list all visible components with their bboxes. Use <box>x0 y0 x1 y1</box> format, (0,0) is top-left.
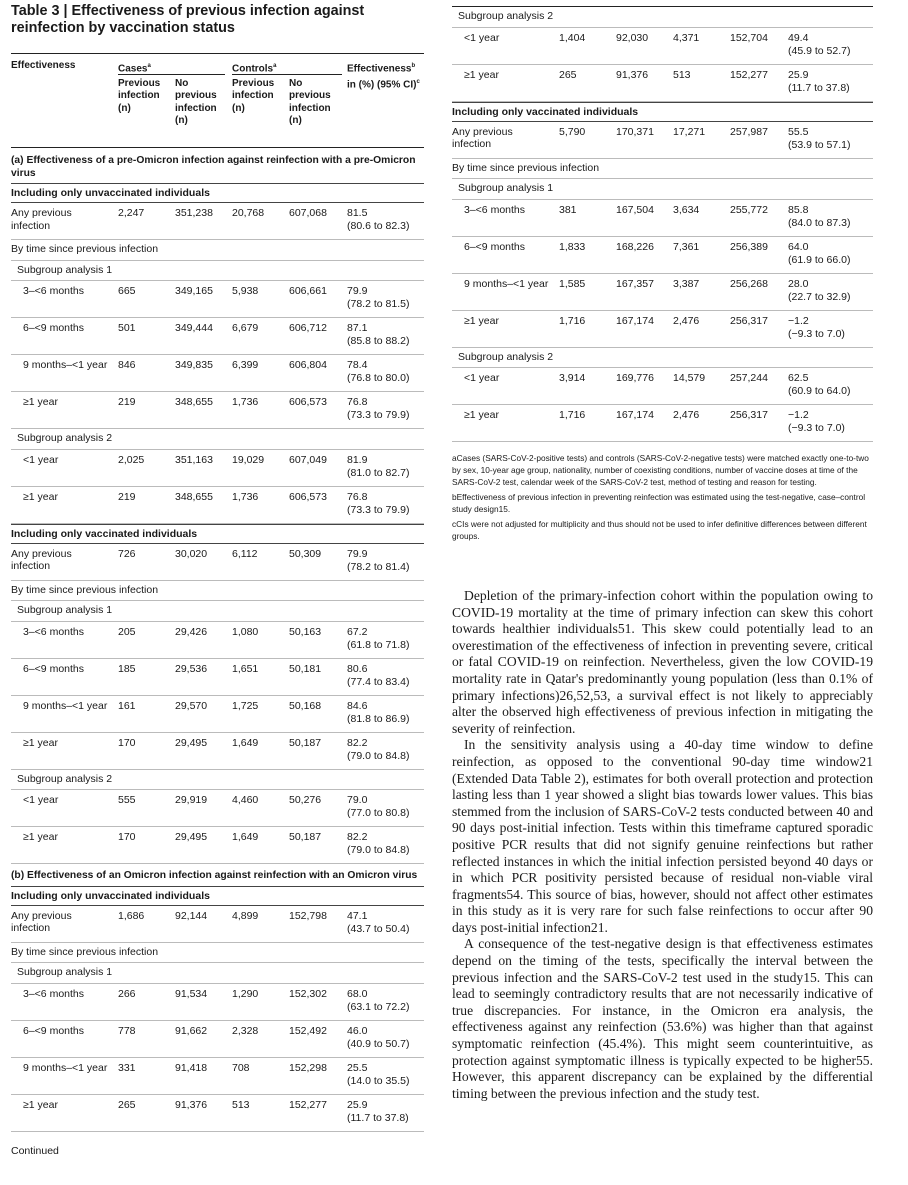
ci-cell: (60.9 to 64.0) <box>788 385 851 397</box>
effectiveness-cell: −1.2 <box>788 314 809 327</box>
effectiveness-cell: 79.9 <box>347 547 368 560</box>
row-label: ≥1 year <box>464 68 499 81</box>
ci-cell: (80.6 to 82.3) <box>347 220 410 233</box>
table-row <box>452 405 873 442</box>
table-row <box>11 281 424 318</box>
table-title: Table 3 | Effectiveness of previous infection against reinfection by vaccination status <box>11 3 365 36</box>
controls-no-previous-cell: 606,661 <box>289 285 327 298</box>
group-label: By time since previous infection <box>11 581 424 602</box>
controls-previous-cell: 6,679 <box>232 322 259 335</box>
effectiveness-cell: 80.6 <box>347 662 368 675</box>
cases-no-previous-cell: 348,655 <box>175 490 213 503</box>
cases-previous-cell: 1,686 <box>118 909 145 922</box>
cases-previous-cell: 5,790 <box>559 125 586 138</box>
category-heading: Including only unvaccinated individuals <box>11 183 424 203</box>
effectiveness-cell: 81.9 <box>347 453 368 466</box>
ci-cell: (78.2 to 81.5) <box>347 298 410 311</box>
row-label: ≥1 year <box>23 736 58 749</box>
table-row <box>11 318 424 355</box>
group-label: By time since previous infection <box>11 943 424 964</box>
controls-previous-cell: 708 <box>232 1061 250 1074</box>
cases-previous-cell: 331 <box>118 1061 136 1074</box>
controls-previous-cell: 1,080 <box>232 625 259 638</box>
header-effectiveness-pct: Effectiveness$^b$ in (%) (95% CI)$^c$ <box>347 63 420 91</box>
cases-no-previous-cell: 92,030 <box>616 31 649 44</box>
ci-cell: (79.0 to 84.8) <box>347 749 410 762</box>
row-label: 6–<9 months <box>23 1024 85 1037</box>
table-row <box>11 827 424 864</box>
cases-previous-cell: 381 <box>559 203 577 216</box>
controls-previous-cell: 1,651 <box>232 662 259 675</box>
header-controls-noprev: No previous infection (n) <box>289 78 331 127</box>
cases-previous-cell: 778 <box>118 1024 136 1037</box>
row-label: 9 months–<1 year <box>23 359 108 372</box>
cases-no-previous-cell: 167,174 <box>616 409 654 421</box>
controls-previous-cell: 3,387 <box>673 277 700 290</box>
cases-no-previous-cell: 29,919 <box>175 794 208 807</box>
controls-no-previous-cell: 257,244 <box>730 372 768 384</box>
ci-cell: (40.9 to 50.7) <box>347 1037 410 1050</box>
table-right-column <box>452 0 873 1102</box>
cases-previous-cell: 170 <box>118 736 136 749</box>
section-heading: (b) Effectiveness of an Omicron infection against reinfection with an Omicron virus <box>11 870 418 882</box>
ci-cell: (22.7 to 32.9) <box>788 290 851 303</box>
controls-no-previous-cell: 256,317 <box>730 409 768 421</box>
ci-cell: (61.9 to 66.0) <box>788 253 851 266</box>
cases-no-previous-cell: 168,226 <box>616 240 654 253</box>
controls-previous-cell: 3,634 <box>673 203 700 216</box>
table-row <box>11 544 424 581</box>
controls-previous-cell: 1,290 <box>232 987 259 1000</box>
cases-no-previous-cell: 167,504 <box>616 203 654 216</box>
controls-no-previous-cell: 256,317 <box>730 314 768 327</box>
controls-no-previous-cell: 152,277 <box>730 68 768 81</box>
controls-previous-cell: 1,725 <box>232 699 259 712</box>
table-row <box>11 984 424 1021</box>
effectiveness-cell: −1.2 <box>788 409 809 421</box>
effectiveness-cell: 67.2 <box>347 625 368 638</box>
ci-cell: (43.7 to 50.4) <box>347 922 410 935</box>
header-bottom-rule <box>11 147 424 148</box>
controls-no-previous-cell: 152,492 <box>289 1024 327 1037</box>
controls-no-previous-cell: 50,187 <box>289 831 322 844</box>
cases-no-previous-cell: 29,495 <box>175 736 208 749</box>
cases-previous-cell: 1,404 <box>559 31 586 44</box>
table-row <box>452 200 873 237</box>
cases-previous-cell: 665 <box>118 285 136 298</box>
body-text <box>452 588 873 1102</box>
effectiveness-cell: 62.5 <box>788 372 809 384</box>
controls-previous-cell: 513 <box>673 68 691 81</box>
ci-cell: (81.8 to 86.9) <box>347 712 410 725</box>
subgroup-label: Subgroup analysis 2 <box>452 7 873 28</box>
controls-previous-cell: 20,768 <box>232 207 265 220</box>
controls-previous-cell: 6,399 <box>232 359 259 372</box>
effectiveness-cell: 64.0 <box>788 240 809 253</box>
ci-cell: (79.0 to 84.8) <box>347 844 410 857</box>
cases-previous-cell: 205 <box>118 625 136 638</box>
table-row <box>11 1021 424 1058</box>
controls-previous-cell: 4,460 <box>232 794 259 807</box>
cases-no-previous-cell: 29,536 <box>175 662 208 675</box>
controls-previous-cell: 6,112 <box>232 547 258 560</box>
subgroup-label: Subgroup analysis 2 <box>452 348 873 369</box>
cases-previous-cell: 266 <box>118 987 136 1000</box>
controls-previous-cell: 19,029 <box>232 453 265 466</box>
effectiveness-cell: 47.1 <box>347 909 368 922</box>
cases-no-previous-cell: 91,418 <box>175 1061 208 1074</box>
header-controls: Controls$^a$ <box>232 63 277 75</box>
controls-no-previous-cell: 152,302 <box>289 987 327 1000</box>
cases-no-previous-cell: 167,357 <box>616 277 654 290</box>
table-row <box>452 65 873 102</box>
table-row <box>452 122 873 159</box>
subgroup-label: Subgroup analysis 1 <box>452 179 873 200</box>
row-label: 9 months–<1 year <box>464 277 549 290</box>
subgroup-label: Subgroup analysis 1 <box>11 261 424 282</box>
table-row <box>11 392 424 429</box>
row-label: 6–<9 months <box>23 322 85 335</box>
controls-no-previous-cell: 606,804 <box>289 359 327 372</box>
ci-cell: (−9.3 to 7.0) <box>788 327 845 340</box>
body-paragraph: A consequence of the test-negative design is that effectiveness estimates depend on the timing of the tests, specifically the interval between the previous infection and the SARS-CoV-2 test used in the study15. This can lead to seemingly contradictory results that are not necessarily indicative of true discrepancies. For instance, in the Omicron era analysis, the effectiveness against any reinfection (53.6%) was higher than that against symptomatic reinfection (45.4%). This might seem counterintuitive, as protection against symptomatic illness is typically expected to be higher55. However, this apparent discrepancy can be explained by the differential timing between the previous infection and the study test. <box>452 936 873 1101</box>
row-label: Any previous infection <box>11 207 72 232</box>
ci-cell: (11.7 to 37.8) <box>788 81 850 94</box>
table-left-column <box>11 0 424 1157</box>
header-cases-noprev: No previous infection (n) <box>175 78 217 127</box>
ci-cell: (14.0 to 35.5) <box>347 1074 410 1087</box>
row-label: Any previous infection <box>11 547 72 573</box>
cases-no-previous-cell: 170,371 <box>616 125 654 138</box>
table-row <box>11 487 424 524</box>
controls-no-previous-cell: 50,309 <box>289 547 322 560</box>
ci-cell: (84.0 to 87.3) <box>788 216 851 229</box>
row-label: 3–<6 months <box>23 625 85 638</box>
cases-previous-cell: 265 <box>559 68 577 81</box>
controls-previous-cell: 7,361 <box>673 240 700 253</box>
cases-no-previous-cell: 351,238 <box>175 207 213 220</box>
effectiveness-cell: 25.5 <box>347 1061 368 1074</box>
cases-previous-cell: 265 <box>118 1098 136 1111</box>
controls-no-previous-cell: 152,798 <box>289 909 327 922</box>
footnote-c: cCIs were not adjusted for multiplicity and thus should not be used to infer definitive differences between different groups. <box>452 519 867 541</box>
category-heading: Including only vaccinated individuals <box>452 102 873 122</box>
row-label: ≥1 year <box>23 831 58 844</box>
row-label: ≥1 year <box>23 396 58 409</box>
controls-no-previous-cell: 152,704 <box>730 31 768 44</box>
controls-no-previous-cell: 256,389 <box>730 240 768 253</box>
cases-previous-cell: 3,914 <box>559 372 586 384</box>
header-cases-prev: Previous infection (n) <box>118 78 161 114</box>
cases-no-previous-cell: 91,376 <box>175 1098 208 1111</box>
cases-previous-cell: 1,585 <box>559 277 586 290</box>
table-row <box>11 355 424 392</box>
subgroup-label: Subgroup analysis 2 <box>11 429 424 450</box>
effectiveness-cell: 55.5 <box>788 125 809 138</box>
controls-previous-cell: 4,899 <box>232 909 259 922</box>
cases-previous-cell: 161 <box>118 699 136 712</box>
effectiveness-cell: 25.9 <box>788 68 809 81</box>
table-footnotes <box>452 452 873 542</box>
ci-cell: (81.0 to 82.7) <box>347 466 410 479</box>
subgroup-label: Subgroup analysis 2 <box>11 770 424 791</box>
table-row <box>11 733 424 770</box>
cases-previous-cell: 1,833 <box>559 240 586 253</box>
effectiveness-cell: 87.1 <box>347 322 368 335</box>
cases-no-previous-cell: 349,835 <box>175 359 213 372</box>
continued-label: Continued <box>11 1144 59 1157</box>
cases-no-previous-cell: 349,165 <box>175 285 213 298</box>
ci-cell: (63.1 to 72.2) <box>347 1000 410 1013</box>
controls-no-previous-cell: 50,168 <box>289 699 322 712</box>
effectiveness-cell: 46.0 <box>347 1024 368 1037</box>
table-left-body <box>11 155 424 1132</box>
cases-no-previous-cell: 348,655 <box>175 396 213 409</box>
group-label: By time since previous infection <box>11 240 424 261</box>
row-label: Any previous infection <box>452 125 513 150</box>
controls-previous-cell: 14,579 <box>673 372 706 384</box>
controls-no-previous-cell: 606,573 <box>289 490 327 503</box>
cases-previous-cell: 170 <box>118 831 136 844</box>
controls-no-previous-cell: 50,276 <box>289 794 322 807</box>
row-label: ≥1 year <box>23 1098 58 1111</box>
table-row <box>11 622 424 659</box>
header-controls-rule <box>232 74 342 75</box>
controls-no-previous-cell: 607,068 <box>289 207 327 220</box>
cases-no-previous-cell: 29,495 <box>175 831 208 844</box>
row-label: Any previous infection <box>11 909 72 935</box>
row-label: <1 year <box>23 453 59 466</box>
table-row <box>11 1095 424 1132</box>
effectiveness-cell: 82.2 <box>347 736 368 749</box>
subgroup-label: Subgroup analysis 1 <box>11 963 424 984</box>
cases-previous-cell: 1,716 <box>559 314 586 327</box>
table-row <box>452 28 873 65</box>
cases-no-previous-cell: 30,020 <box>175 547 208 560</box>
effectiveness-cell: 49.4 <box>788 31 809 44</box>
table-row <box>452 368 873 405</box>
cases-no-previous-cell: 91,376 <box>616 68 649 81</box>
row-label: ≥1 year <box>464 409 499 421</box>
table-right-body <box>452 7 873 442</box>
cases-previous-cell: 1,716 <box>559 409 586 421</box>
cases-previous-cell: 2,025 <box>118 453 145 466</box>
table-row <box>452 274 873 311</box>
row-label: 3–<6 months <box>464 203 526 216</box>
cases-no-previous-cell: 29,570 <box>175 699 208 712</box>
cases-previous-cell: 219 <box>118 490 136 503</box>
cases-no-previous-cell: 92,144 <box>175 909 208 922</box>
ci-cell: (85.8 to 88.2) <box>347 335 410 348</box>
row-label: 9 months–<1 year <box>23 699 108 712</box>
row-label: ≥1 year <box>23 490 58 503</box>
ci-cell: (45.9 to 52.7) <box>788 44 851 57</box>
table-row <box>11 203 424 240</box>
effectiveness-cell: 76.8 <box>347 396 368 409</box>
effectiveness-cell: 78.4 <box>347 359 368 372</box>
table-row <box>11 450 424 487</box>
controls-previous-cell: 17,271 <box>673 125 706 138</box>
row-label: <1 year <box>23 794 59 807</box>
table-header <box>11 53 424 149</box>
controls-previous-cell: 2,328 <box>232 1024 259 1037</box>
controls-no-previous-cell: 255,772 <box>730 203 768 216</box>
controls-no-previous-cell: 50,163 <box>289 625 322 638</box>
controls-no-previous-cell: 607,049 <box>289 453 327 466</box>
cases-no-previous-cell: 29,426 <box>175 625 208 638</box>
table-row <box>11 906 424 943</box>
cases-previous-cell: 2,247 <box>118 207 145 220</box>
ci-cell: (73.3 to 79.9) <box>347 503 410 516</box>
header-cases: Cases$^a$ <box>118 63 151 75</box>
row-label: <1 year <box>464 372 500 384</box>
cases-no-previous-cell: 167,174 <box>616 314 654 327</box>
category-heading: Including only vaccinated individuals <box>11 524 424 544</box>
row-label: 9 months–<1 year <box>23 1061 108 1074</box>
cases-no-previous-cell: 91,662 <box>175 1024 208 1037</box>
controls-previous-cell: 1,649 <box>232 736 259 749</box>
header-controls-prev: Previous infection (n) <box>232 78 275 114</box>
row-label: 6–<9 months <box>464 240 526 253</box>
controls-previous-cell: 1,736 <box>232 490 259 503</box>
controls-no-previous-cell: 606,712 <box>289 322 327 335</box>
ci-cell: (53.9 to 57.1) <box>788 138 851 151</box>
row-label: 3–<6 months <box>23 285 85 298</box>
ci-cell: (77.0 to 80.8) <box>347 807 410 820</box>
ci-cell: (76.8 to 80.0) <box>347 372 410 385</box>
table-row <box>11 696 424 733</box>
row-label: ≥1 year <box>464 314 499 327</box>
effectiveness-cell: 81.5 <box>347 207 368 220</box>
ci-cell: (61.8 to 71.8) <box>347 638 410 651</box>
cases-previous-cell: 846 <box>118 359 136 372</box>
controls-no-previous-cell: 152,277 <box>289 1098 327 1111</box>
effectiveness-cell: 84.6 <box>347 699 368 712</box>
footnote-b: bEffectiveness of previous infection in preventing reinfection was estimated using the test-negative, case–control study design15. <box>452 492 866 514</box>
category-heading: Including only unvaccinated individuals <box>11 886 424 906</box>
table-row <box>11 1058 424 1095</box>
controls-no-previous-cell: 50,181 <box>289 662 322 675</box>
controls-previous-cell: 1,649 <box>232 831 259 844</box>
effectiveness-cell: 82.2 <box>347 831 368 844</box>
ci-cell: (77.4 to 83.4) <box>347 675 410 688</box>
effectiveness-cell: 79.0 <box>347 794 368 807</box>
subgroup-label: Subgroup analysis 1 <box>11 601 424 622</box>
table-row <box>11 659 424 696</box>
cases-previous-cell: 501 <box>118 322 136 335</box>
cases-previous-cell: 219 <box>118 396 136 409</box>
table-row <box>452 311 873 348</box>
controls-no-previous-cell: 257,987 <box>730 125 768 138</box>
effectiveness-cell: 76.8 <box>347 490 368 503</box>
header-effectiveness: Effectiveness <box>11 60 76 71</box>
footnote-a: aCases (SARS-CoV-2-positive tests) and controls (SARS-CoV-2-negative tests) were matched exactly one-to-two by sex, 10-year age group, nationality, number of coexisting conditions, number of vaccine doses at time of the SARS-CoV-2 test, calendar week of the SARS-CoV-2 test, method of testing and reason for testing. <box>452 453 869 487</box>
effectiveness-cell: 28.0 <box>788 277 809 290</box>
cases-no-previous-cell: 91,534 <box>175 987 208 1000</box>
controls-no-previous-cell: 256,268 <box>730 277 768 290</box>
cases-previous-cell: 726 <box>118 547 136 560</box>
ci-cell: (78.2 to 81.4) <box>347 560 410 573</box>
cases-no-previous-cell: 349,444 <box>175 322 213 335</box>
body-paragraph: Depletion of the primary-infection cohort within the population owing to COVID-19 mortality at the time of primary infection can skew this cohort towards healthier individuals51. This skew could potentially lead to an overestimation of the effectiveness of infection in preventing severe, critical or fatal COVID-19 on reinfection. Nevertheless, given the low COVID-19 mortality rate in Qatar's predominantly young population (less than 0.1% of primary infections)26,52,53, a survival effect is not likely to appreciably alter the observed high effectiveness of previous infection in mitigating the severity of reinfection. <box>452 588 873 736</box>
row-label: 3–<6 months <box>23 987 85 1000</box>
ci-cell: (11.7 to 37.8) <box>347 1111 409 1124</box>
table-row <box>11 790 424 827</box>
ci-cell: (73.3 to 79.9) <box>347 409 410 422</box>
controls-previous-cell: 1,736 <box>232 396 259 409</box>
row-label: <1 year <box>464 31 500 44</box>
row-label: 6–<9 months <box>23 662 85 675</box>
controls-previous-cell: 5,938 <box>232 285 259 298</box>
cases-no-previous-cell: 169,776 <box>616 372 654 384</box>
effectiveness-cell: 79.9 <box>347 285 368 298</box>
controls-previous-cell: 2,476 <box>673 409 700 421</box>
section-heading: (a) Effectiveness of a pre-Omicron infection against reinfection with a pre-Omicron virus <box>11 155 416 179</box>
cases-previous-cell: 185 <box>118 662 136 675</box>
table-row <box>452 237 873 274</box>
header-cases-rule <box>118 74 225 75</box>
controls-previous-cell: 2,476 <box>673 314 700 327</box>
effectiveness-cell: 85.8 <box>788 203 809 216</box>
effectiveness-cell: 68.0 <box>347 987 368 1000</box>
controls-previous-cell: 513 <box>232 1098 250 1111</box>
cases-previous-cell: 555 <box>118 794 136 807</box>
controls-no-previous-cell: 152,298 <box>289 1061 327 1074</box>
body-paragraph: In the sensitivity analysis using a 40-day time window to define reinfection, as opposed to the conventional 90-day time window21 (Extended Data Table 2), estimates for both overall protection and protection lasting less than 1 year showed a slight bias towards lower values. This bias stemmed from the inclusion of SARS-CoV-2 tests conducted between 40 and 90 days post-initial infection. Tests within this timeframe captured sporadic positive PCR results that did not signify genuine reinfections but rather reflected instances in which the initial infection persisted beyond 40 days or in which PCR positivity persisted because of residual non-viable viral fragments54. This source of bias, however, should not affect other estimates in this study as it is very rare for such false reinfections to occur after 90 days post-initial infection21. <box>452 737 873 935</box>
cases-no-previous-cell: 351,163 <box>175 453 213 466</box>
controls-no-previous-cell: 50,187 <box>289 736 322 749</box>
controls-previous-cell: 4,371 <box>673 31 700 44</box>
ci-cell: (−9.3 to 7.0) <box>788 422 845 434</box>
effectiveness-cell: 25.9 <box>347 1098 368 1111</box>
controls-no-previous-cell: 606,573 <box>289 396 327 409</box>
group-label: By time since previous infection <box>452 159 873 180</box>
